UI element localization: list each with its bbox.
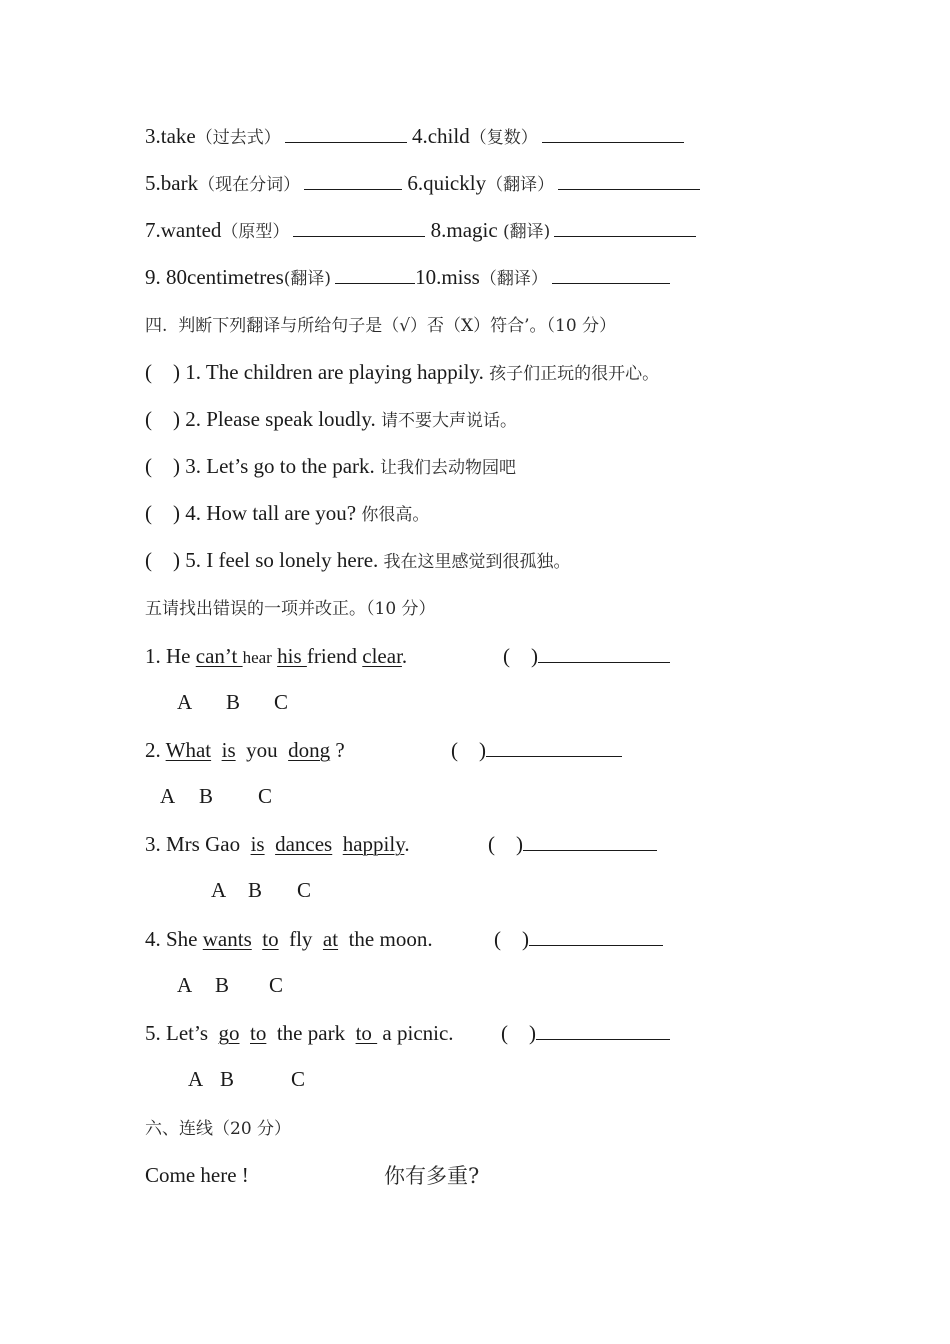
option-letter-a: A xyxy=(211,878,227,902)
answer-blank[interactable] xyxy=(554,218,696,237)
judge-item-2 xyxy=(145,406,517,434)
option-letter-c: C xyxy=(258,784,273,808)
option-a-text: What xyxy=(165,738,212,762)
option-a-text: can’t xyxy=(195,644,243,668)
answer-paren[interactable]: ( ) xyxy=(145,407,180,431)
option-c-text: to xyxy=(355,1021,378,1045)
question-text: friend xyxy=(306,644,363,668)
question-text xyxy=(265,832,276,856)
answer-blank[interactable] xyxy=(523,832,657,851)
chinese-translation: 请不要大声说话。 xyxy=(381,411,518,431)
option-c-text: happily xyxy=(342,832,405,856)
item-word: 5.bark xyxy=(145,171,199,195)
question-text: the moon. xyxy=(338,927,433,951)
question-number: 3. Mrs Gao xyxy=(145,832,251,856)
answer-blank[interactable] xyxy=(293,218,425,237)
answer-blank[interactable] xyxy=(285,124,407,143)
option-c-text: dong xyxy=(288,738,331,762)
question-text: . xyxy=(404,832,410,856)
section-4-heading: 四. 判断下列翻译与所给句子是（√）否（X）符合’。（10 分） xyxy=(145,316,617,336)
answer-blank[interactable] xyxy=(552,265,670,284)
chinese-translation: 孩子们正玩的很开心。 xyxy=(489,364,660,384)
match-right-item[interactable]: 你有多重? xyxy=(384,1164,480,1188)
item-note: （过去式） xyxy=(195,128,281,148)
option-letter-a: A xyxy=(188,1067,204,1091)
correction-field-1[interactable] xyxy=(503,643,670,669)
option-b-text: to xyxy=(262,927,279,951)
item-word: 8.magic xyxy=(430,218,498,242)
item-word: 9. 80centimetres xyxy=(145,265,284,289)
option-letter-b: B xyxy=(199,784,214,808)
question-number: 5. Let’s xyxy=(145,1021,219,1045)
question-number: 2. xyxy=(145,738,166,762)
option-letter-a: A xyxy=(177,690,193,714)
answer-paren[interactable]: ( ) xyxy=(451,738,486,762)
answer-blank[interactable] xyxy=(542,124,684,143)
item-note: （现在分词） xyxy=(198,175,301,195)
question-text xyxy=(240,1021,251,1045)
question-text xyxy=(252,927,263,951)
answer-paren[interactable]: ( ) xyxy=(145,548,180,572)
chinese-translation: 我在这里感觉到很孤独。 xyxy=(383,552,571,572)
item-word: 4.child xyxy=(411,124,470,148)
question-text: fly xyxy=(278,927,323,951)
question-text: you xyxy=(235,738,289,762)
error-question-2 xyxy=(145,737,345,763)
option-a-text: go xyxy=(218,1021,240,1045)
option-b-text: to xyxy=(250,1021,267,1045)
answer-paren[interactable]: ( ) xyxy=(503,644,538,668)
question-text xyxy=(211,738,222,762)
option-b-text: his xyxy=(277,644,307,668)
error-question-4 xyxy=(145,926,433,952)
option-letter-c: C xyxy=(269,973,284,997)
correction-field-4[interactable] xyxy=(494,926,663,952)
error-question-3 xyxy=(145,831,410,857)
item-word: 3.take xyxy=(145,124,196,148)
english-sentence: 3. Let’s go to the park. xyxy=(180,454,381,478)
option-letter-b: B xyxy=(248,878,263,902)
question-text: a picnic. xyxy=(377,1021,454,1045)
question-text: hear xyxy=(242,648,272,667)
option-b-text: is xyxy=(221,738,236,762)
answer-paren[interactable]: ( ) xyxy=(488,832,523,856)
option-c-text: at xyxy=(322,927,339,951)
answer-paren[interactable]: ( ) xyxy=(501,1021,536,1045)
question-number: 1. He xyxy=(145,644,196,668)
option-a-text: is xyxy=(250,832,265,856)
correction-field-5[interactable] xyxy=(501,1020,670,1046)
answer-blank[interactable] xyxy=(538,644,670,663)
item-word: 10.miss xyxy=(415,265,480,289)
option-letter-b: B xyxy=(226,690,241,714)
english-sentence: 4. How tall are you? xyxy=(180,501,362,525)
option-letter-c: C xyxy=(297,878,312,902)
word-form-row-3 xyxy=(145,217,696,245)
answer-blank[interactable] xyxy=(335,265,415,284)
judge-item-4 xyxy=(145,500,429,528)
answer-paren[interactable]: ( ) xyxy=(145,360,180,384)
item-word: 7.wanted xyxy=(145,218,222,242)
english-sentence: 5. I feel so lonely here. xyxy=(180,548,384,572)
answer-blank[interactable] xyxy=(304,171,402,190)
answer-paren[interactable]: ( ) xyxy=(145,454,180,478)
judge-item-5 xyxy=(145,547,571,575)
question-text xyxy=(332,832,343,856)
option-b-text: dances xyxy=(275,832,333,856)
section-6-heading: 六、连线（20 分） xyxy=(145,1119,292,1139)
option-letter-b: B xyxy=(220,1067,235,1091)
item-note: （翻译） xyxy=(479,269,548,289)
word-form-row-4 xyxy=(145,264,670,292)
correction-field-3[interactable] xyxy=(488,831,657,857)
correction-field-2[interactable] xyxy=(451,737,622,763)
option-c-text: clear xyxy=(362,644,402,668)
item-note: （翻译） xyxy=(486,175,555,195)
english-sentence: 2. Please speak loudly. xyxy=(180,407,382,431)
option-letter-a: A xyxy=(177,973,193,997)
error-question-1 xyxy=(145,643,407,671)
answer-blank[interactable] xyxy=(536,1021,670,1040)
item-word: 6.quickly xyxy=(407,171,487,195)
error-question-5 xyxy=(145,1020,454,1046)
item-note: （原型） xyxy=(221,222,290,242)
judge-item-1 xyxy=(145,359,659,387)
chinese-translation: 让我们去动物园吧 xyxy=(380,458,517,478)
answer-paren[interactable]: ( ) xyxy=(145,501,180,525)
chinese-translation: 你很高。 xyxy=(361,505,430,525)
word-form-row-1 xyxy=(145,123,684,151)
match-left-item[interactable]: Come here ! xyxy=(145,1163,249,1187)
question-text: ? xyxy=(330,738,345,762)
item-note: （复数） xyxy=(469,128,538,148)
section-5-heading: 五请找出错误的一项并改正。（10 分） xyxy=(145,599,436,619)
answer-blank[interactable] xyxy=(558,171,700,190)
question-number: 4. She xyxy=(145,927,203,951)
item-note: (翻译) xyxy=(502,222,551,242)
option-letter-c: C xyxy=(274,690,289,714)
judge-item-3 xyxy=(145,453,516,481)
english-sentence: 1. The children are playing happily. xyxy=(180,360,490,384)
answer-paren[interactable]: ( ) xyxy=(494,927,529,951)
option-letter-b: B xyxy=(215,973,230,997)
word-form-row-2 xyxy=(145,170,700,198)
question-text: the park xyxy=(266,1021,356,1045)
answer-blank[interactable] xyxy=(486,738,622,757)
option-letter-c: C xyxy=(291,1067,306,1091)
option-letter-a: A xyxy=(160,784,176,808)
question-text: . xyxy=(401,644,408,668)
answer-blank[interactable] xyxy=(529,927,663,946)
option-a-text: wants xyxy=(202,927,252,951)
item-note: (翻译) xyxy=(283,269,332,289)
